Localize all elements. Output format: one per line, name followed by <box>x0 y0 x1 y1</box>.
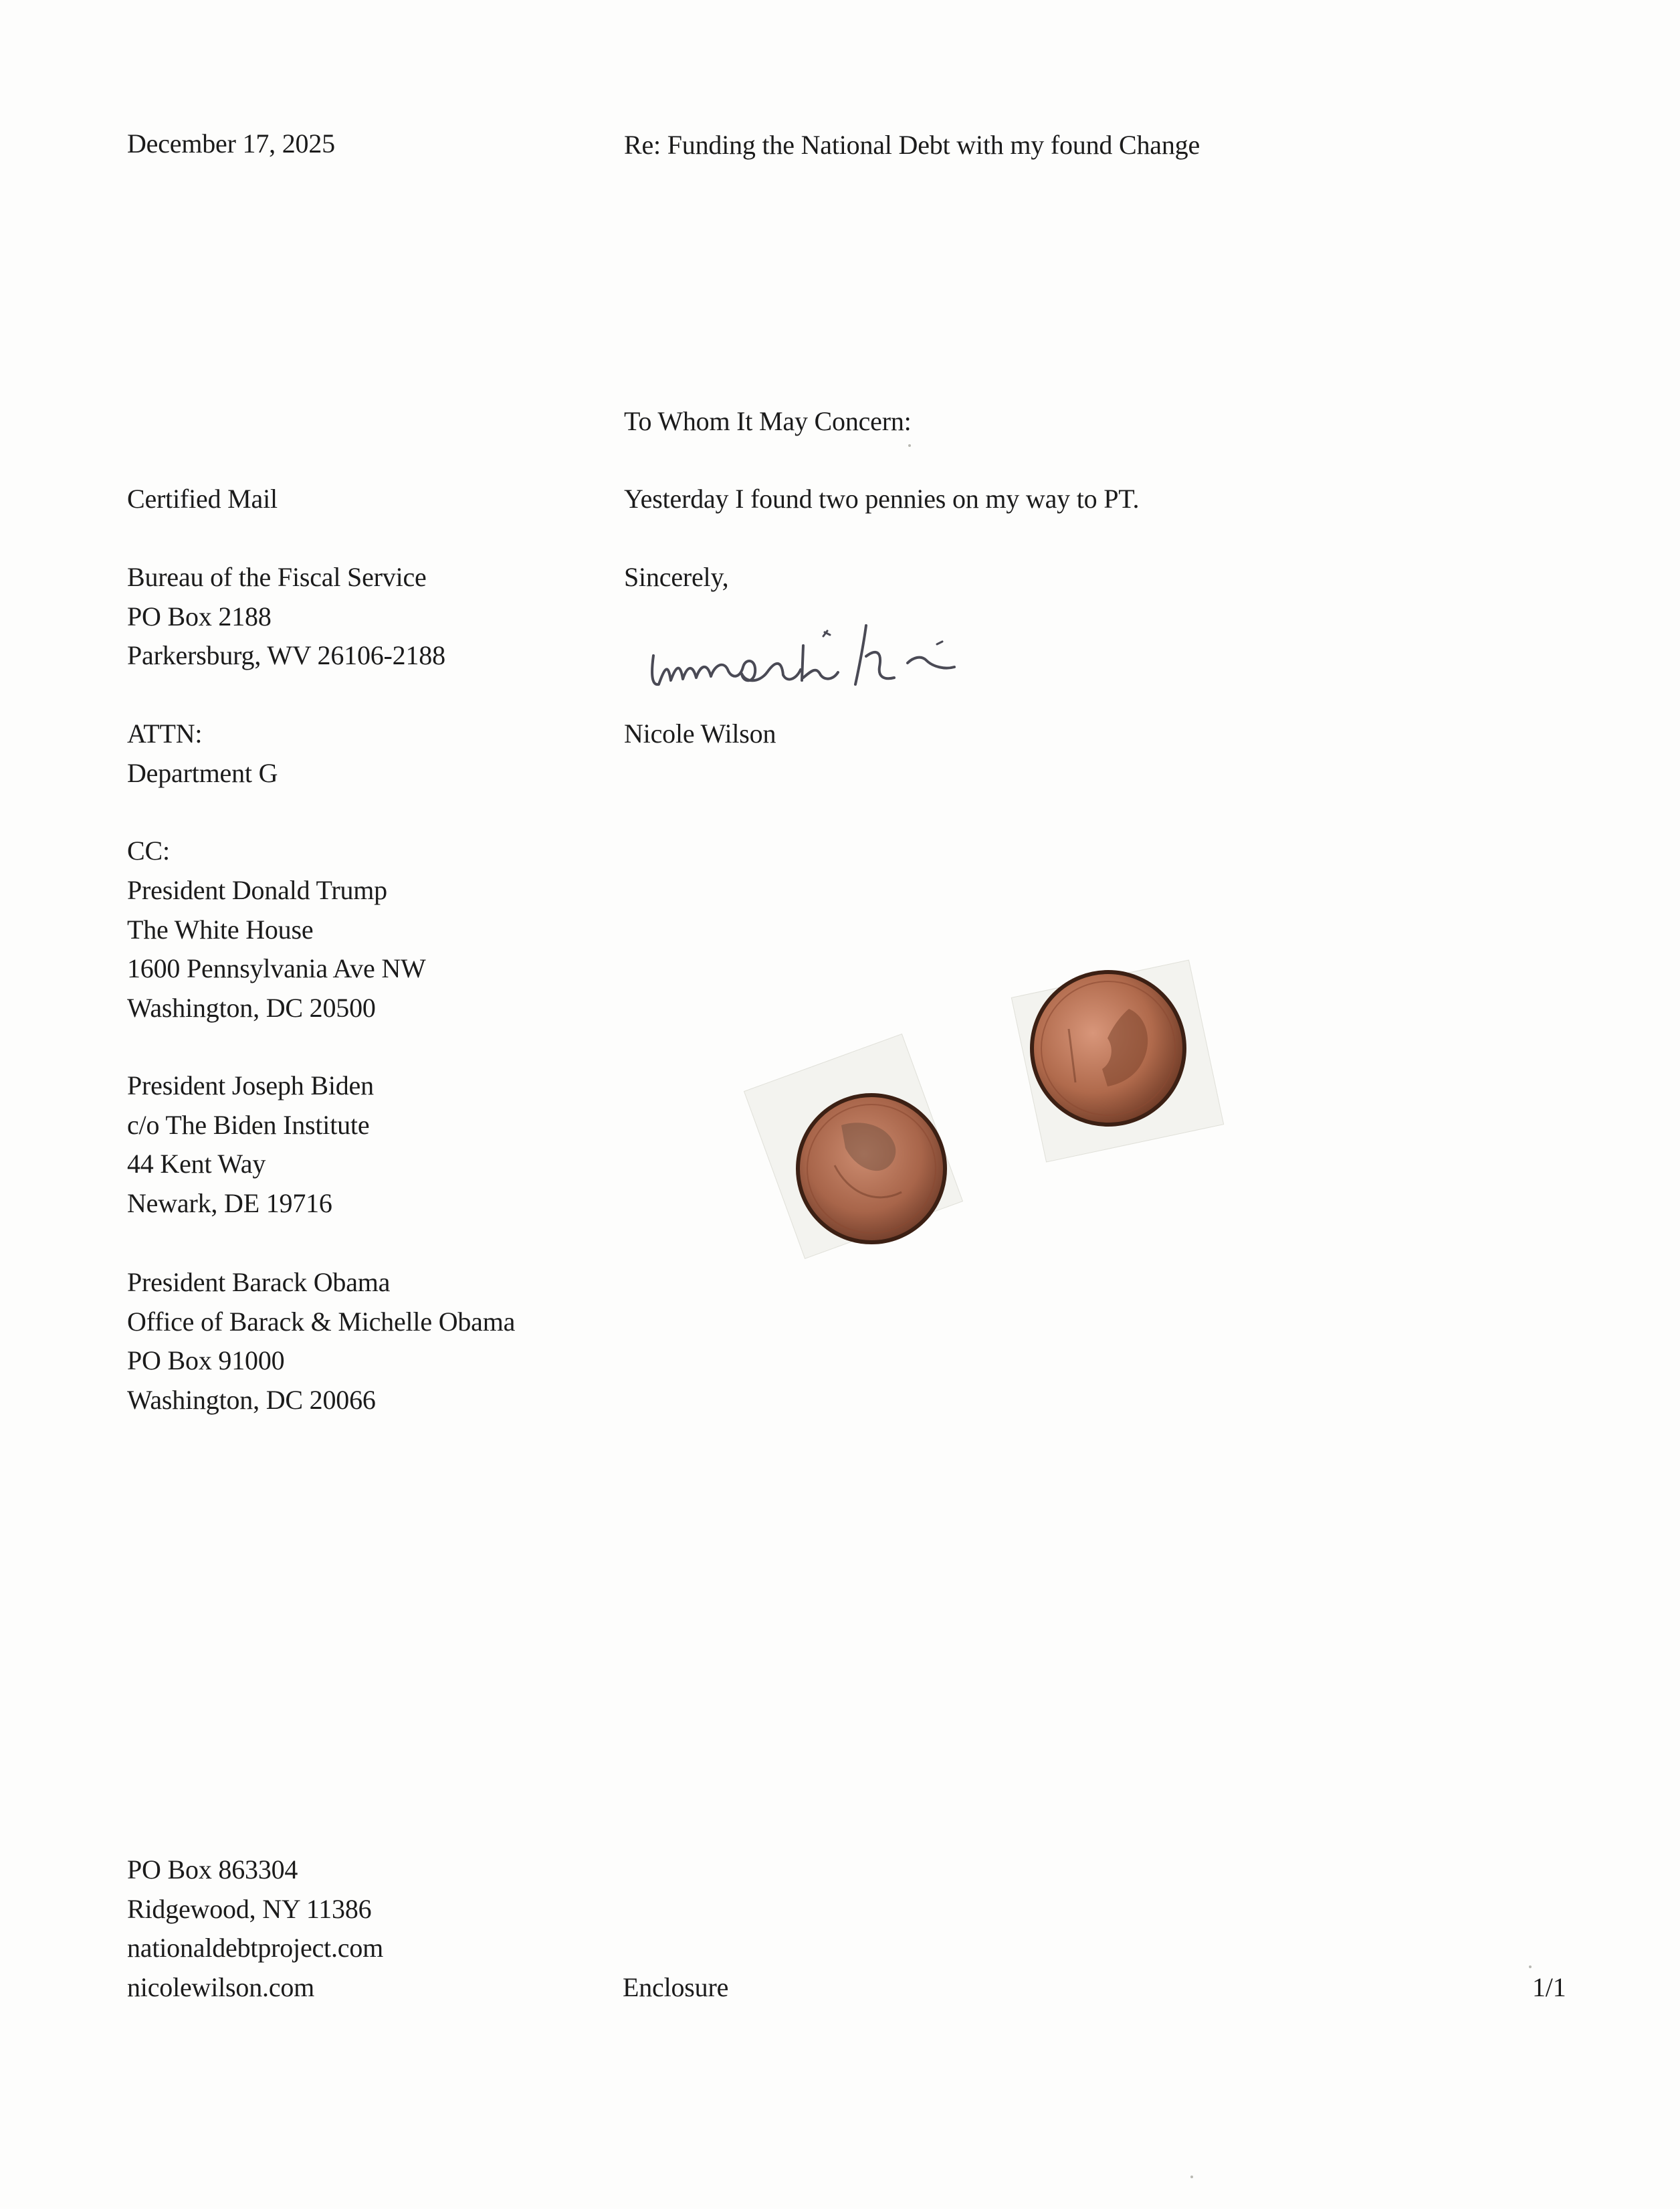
sender-line: nicolewilson.com <box>127 1972 315 2002</box>
signer-name: Nicole Wilson <box>624 718 776 749</box>
sender-line: PO Box 863304 <box>127 1854 298 1885</box>
cc-label: CC: <box>127 836 170 866</box>
paper-speck <box>908 444 911 447</box>
cc-line: PO Box 91000 <box>127 1345 285 1375</box>
cc-trump-address <box>127 871 426 1028</box>
letter-body: Yesterday I found two pennies on my way to PT. <box>624 484 1140 514</box>
delivery-method: Certified Mail <box>127 484 278 514</box>
cc-line: c/o The Biden Institute <box>127 1109 370 1140</box>
sender-address <box>127 1850 383 2007</box>
letter-subject: Re: Funding the National Debt with my found Change <box>624 130 1200 160</box>
cc-line: President Barack Obama <box>127 1267 391 1297</box>
cc-line: Washington, DC 20500 <box>127 992 376 1023</box>
recipient-address <box>127 558 445 676</box>
cc-line: Washington, DC 20066 <box>127 1384 376 1415</box>
paper-speck <box>1190 2176 1193 2178</box>
cc-line: President Joseph Biden <box>127 1070 374 1100</box>
closing: Sincerely, <box>624 562 729 592</box>
attn-value: Department G <box>127 758 278 788</box>
letter-date: December 17, 2025 <box>127 128 335 159</box>
recipient-line: PO Box 2188 <box>127 601 272 632</box>
enclosure-note: Enclosure <box>623 1972 729 2002</box>
recipient-line: Parkersburg, WV 26106-2188 <box>127 640 445 670</box>
cc-obama-address <box>127 1263 515 1420</box>
penny-icon <box>795 1092 948 1246</box>
attn-label: ATTN: <box>127 718 203 749</box>
salutation: To Whom It May Concern: <box>624 406 912 436</box>
sender-line: nationaldebtproject.com <box>127 1933 384 1963</box>
recipient-line: Bureau of the Fiscal Service <box>127 562 427 592</box>
cc-line: 1600 Pennsylvania Ave NW <box>127 953 426 983</box>
cc-line: Newark, DE 19716 <box>127 1187 332 1218</box>
cc-biden-address <box>127 1066 374 1223</box>
handwritten-signature <box>645 605 993 706</box>
cc-line: 44 Kent Way <box>127 1149 266 1179</box>
page-number: 1/1 <box>1532 1972 1566 2002</box>
cc-line: President Donald Trump <box>127 875 387 905</box>
cc-line: Office of Barack & Michelle Obama <box>127 1306 516 1337</box>
sender-line: Ridgewood, NY 11386 <box>127 1893 372 1924</box>
paper-speck <box>1529 1965 1532 1968</box>
penny-icon <box>1029 969 1188 1128</box>
cc-line: The White House <box>127 914 314 945</box>
